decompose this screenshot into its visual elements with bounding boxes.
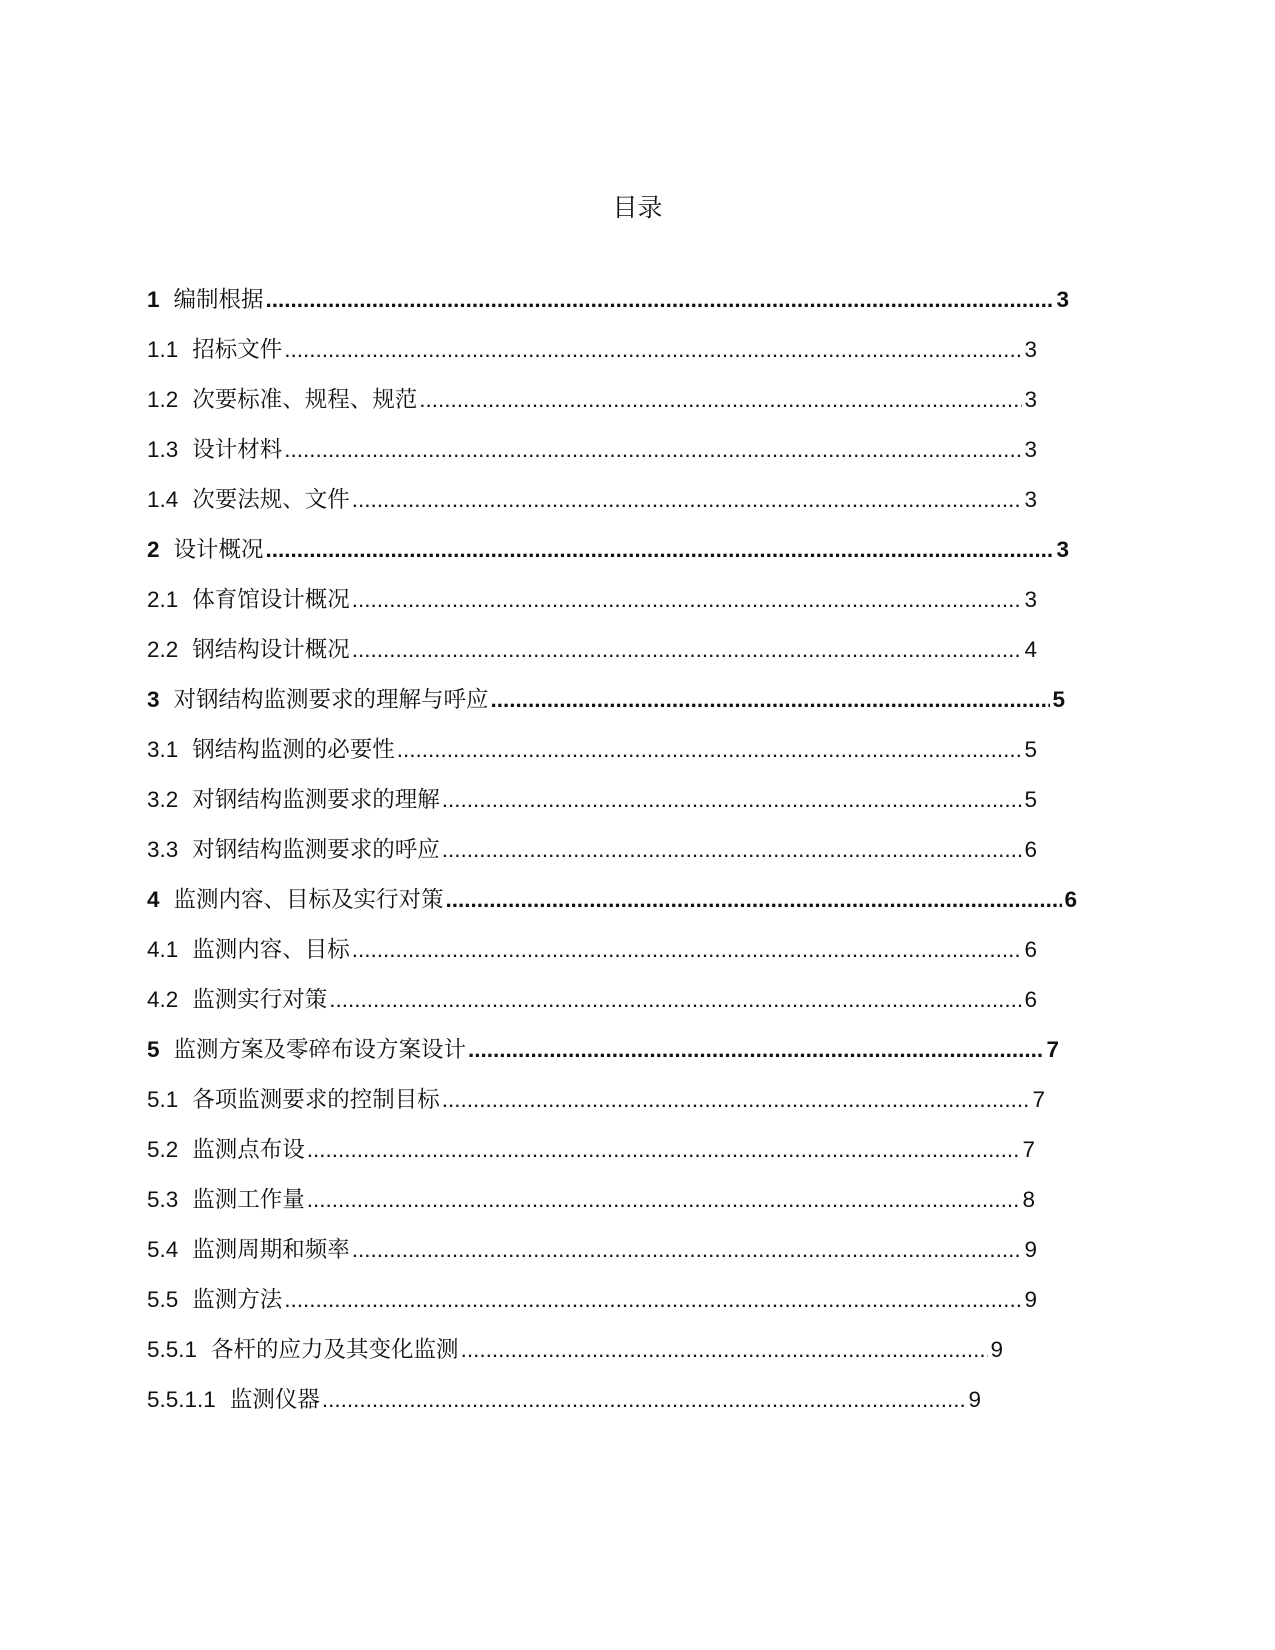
toc-entry-page: 9 bbox=[1024, 1287, 1037, 1312]
toc-leader-dots bbox=[284, 434, 1022, 466]
toc-leader-dots bbox=[307, 1184, 1021, 1216]
toc-entry-page: 5 bbox=[1024, 737, 1037, 762]
toc-entry-label: 对钢结构监测要求的呼应 bbox=[192, 837, 440, 863]
toc-entry-label: 监测周期和频率 bbox=[192, 1237, 350, 1263]
toc-entry-page: 8 bbox=[1022, 1187, 1035, 1212]
toc-entry-number: 5.1 bbox=[147, 1087, 179, 1112]
toc-entry-page: 5 bbox=[1024, 787, 1037, 812]
toc-entry-label: 招标文件 bbox=[192, 337, 283, 363]
toc-entry-page: 5 bbox=[1052, 687, 1065, 712]
toc-entry[interactable] bbox=[147, 1334, 1003, 1366]
toc-entry-page: 6 bbox=[1064, 887, 1077, 912]
toc-entry-label: 监测点布设 bbox=[192, 1137, 305, 1163]
toc-entry-page: 7 bbox=[1022, 1137, 1035, 1162]
toc-entry[interactable] bbox=[147, 1234, 1037, 1266]
toc-entry-label: 各项监测要求的控制目标 bbox=[192, 1087, 440, 1113]
toc-entry-label: 次要法规、文件 bbox=[192, 487, 350, 513]
toc-entry-number: 5.4 bbox=[147, 1237, 179, 1262]
toc-leader-dots bbox=[329, 984, 1022, 1016]
toc-entry-page: 3 bbox=[1024, 337, 1037, 362]
toc-entry-label: 监测仪器 bbox=[229, 1387, 320, 1413]
toc-entry-number: 5.2 bbox=[147, 1137, 179, 1162]
toc-leader-dots bbox=[442, 1084, 1031, 1116]
toc-entry-page: 6 bbox=[1024, 937, 1037, 962]
toc-leader-dots bbox=[491, 684, 1051, 716]
toc-entry[interactable] bbox=[147, 484, 1037, 516]
toc-entry-label: 监测方案及零碎布设方案设计 bbox=[173, 1037, 467, 1063]
toc-entry-page: 3 bbox=[1056, 537, 1069, 562]
toc-entry-page: 7 bbox=[1032, 1087, 1045, 1112]
toc-entry-page: 6 bbox=[1024, 837, 1037, 862]
toc-leader-dots bbox=[307, 1134, 1021, 1166]
toc-leader-dots bbox=[461, 1334, 989, 1366]
toc-entry-label: 监测实行对策 bbox=[192, 987, 328, 1013]
toc-entry-number: 4.1 bbox=[147, 937, 179, 962]
toc-entry-page: 6 bbox=[1024, 987, 1037, 1012]
toc-entry[interactable] bbox=[147, 534, 1069, 566]
toc-entry-number: 5 bbox=[147, 1037, 160, 1062]
toc-entry-page: 9 bbox=[968, 1387, 981, 1412]
toc-leader-dots bbox=[442, 834, 1023, 866]
toc-entry[interactable] bbox=[147, 1384, 981, 1416]
toc-entry-number: 2.1 bbox=[147, 587, 179, 612]
toc-entry-label: 对钢结构监测要求的理解 bbox=[192, 787, 440, 813]
toc-entry[interactable] bbox=[147, 384, 1037, 416]
toc-entry-label: 监测工作量 bbox=[192, 1187, 305, 1213]
toc-entry[interactable] bbox=[147, 784, 1037, 816]
toc-entry[interactable] bbox=[147, 834, 1037, 866]
toc-entry-label: 钢结构设计概况 bbox=[192, 637, 350, 663]
toc-entry-page: 4 bbox=[1024, 637, 1037, 662]
toc-entry-number: 5.5.1 bbox=[147, 1337, 198, 1362]
toc-entry[interactable] bbox=[147, 634, 1037, 666]
toc-entry-number: 3.3 bbox=[147, 837, 179, 862]
toc-entry[interactable] bbox=[147, 1034, 1059, 1066]
toc-entry[interactable] bbox=[147, 434, 1037, 466]
toc-entry-number: 3 bbox=[147, 687, 160, 712]
toc-entry-page: 3 bbox=[1024, 387, 1037, 412]
toc-entry-label: 设计概况 bbox=[173, 537, 264, 563]
toc-entry-number: 5.5.1.1 bbox=[147, 1387, 216, 1412]
toc-entry-number: 2 bbox=[147, 537, 160, 562]
toc-entry[interactable] bbox=[147, 934, 1037, 966]
toc-entry-page: 3 bbox=[1024, 437, 1037, 462]
toc-entry-page: 3 bbox=[1024, 487, 1037, 512]
toc-entry[interactable] bbox=[147, 1284, 1037, 1316]
toc-entry-label: 监测内容、目标及实行对策 bbox=[173, 887, 444, 913]
toc-entry-page: 3 bbox=[1024, 587, 1037, 612]
toc-entry-number: 1.2 bbox=[147, 387, 179, 412]
toc-entry-number: 1.1 bbox=[147, 337, 179, 362]
toc-leader-dots bbox=[284, 334, 1022, 366]
toc-entry-page: 9 bbox=[990, 1337, 1003, 1362]
toc-leader-dots bbox=[284, 1284, 1022, 1316]
toc-entry-page: 9 bbox=[1024, 1237, 1037, 1262]
toc-leader-dots bbox=[352, 584, 1023, 616]
toc-entry-number: 5.5 bbox=[147, 1287, 179, 1312]
toc-entry-number: 3.1 bbox=[147, 737, 179, 762]
toc-entry-label: 编制根据 bbox=[173, 287, 264, 313]
toc-leader-dots bbox=[419, 384, 1022, 416]
toc-leader-dots bbox=[397, 734, 1023, 766]
toc-entry-label: 设计材料 bbox=[192, 437, 283, 463]
toc-entry-label: 监测内容、目标 bbox=[192, 937, 350, 963]
toc-entry-label: 对钢结构监测要求的理解与呼应 bbox=[173, 687, 489, 713]
toc-entry-label: 次要标准、规程、规范 bbox=[192, 387, 418, 413]
toc-leader-dots bbox=[352, 634, 1023, 666]
toc-entry[interactable] bbox=[147, 684, 1065, 716]
toc-entry-number: 4.2 bbox=[147, 987, 179, 1012]
toc-entry-number: 1.3 bbox=[147, 437, 179, 462]
toc-entry-page: 3 bbox=[1056, 287, 1069, 312]
toc-leader-dots bbox=[352, 484, 1023, 516]
toc-leader-dots bbox=[352, 934, 1023, 966]
toc-entry[interactable] bbox=[147, 1134, 1035, 1166]
toc-entry[interactable] bbox=[147, 734, 1037, 766]
toc-leader-dots bbox=[266, 284, 1055, 316]
toc-entry-label: 钢结构监测的必要性 bbox=[192, 737, 395, 763]
toc-leader-dots bbox=[446, 884, 1063, 916]
toc-entry-label: 各杆的应力及其变化监测 bbox=[211, 1337, 459, 1363]
toc-entry[interactable] bbox=[147, 1184, 1035, 1216]
toc-entry[interactable] bbox=[147, 334, 1037, 366]
toc-entry-number: 4 bbox=[147, 887, 160, 912]
toc-entry-label: 体育馆设计概况 bbox=[192, 587, 350, 613]
toc-entry[interactable] bbox=[147, 584, 1037, 616]
toc-leader-dots bbox=[352, 1234, 1023, 1266]
toc-entry-number: 1 bbox=[147, 287, 160, 312]
toc-entry-number: 1.4 bbox=[147, 487, 179, 512]
toc-entry-number: 3.2 bbox=[147, 787, 179, 812]
toc-entry[interactable] bbox=[147, 884, 1077, 916]
toc-entry-number: 2.2 bbox=[147, 637, 179, 662]
toc-leader-dots bbox=[322, 1384, 967, 1416]
toc-title: 目录 bbox=[612, 193, 663, 222]
toc-entry-page: 7 bbox=[1046, 1037, 1059, 1062]
toc-entry-number: 5.3 bbox=[147, 1187, 179, 1212]
toc-entry[interactable] bbox=[147, 984, 1037, 1016]
toc-entry[interactable] bbox=[147, 1084, 1045, 1116]
toc-entry-label: 监测方法 bbox=[192, 1287, 283, 1313]
toc-entry[interactable] bbox=[147, 284, 1069, 316]
toc-leader-dots bbox=[442, 784, 1023, 816]
toc-leader-dots bbox=[266, 534, 1055, 566]
toc-leader-dots bbox=[468, 1034, 1044, 1066]
